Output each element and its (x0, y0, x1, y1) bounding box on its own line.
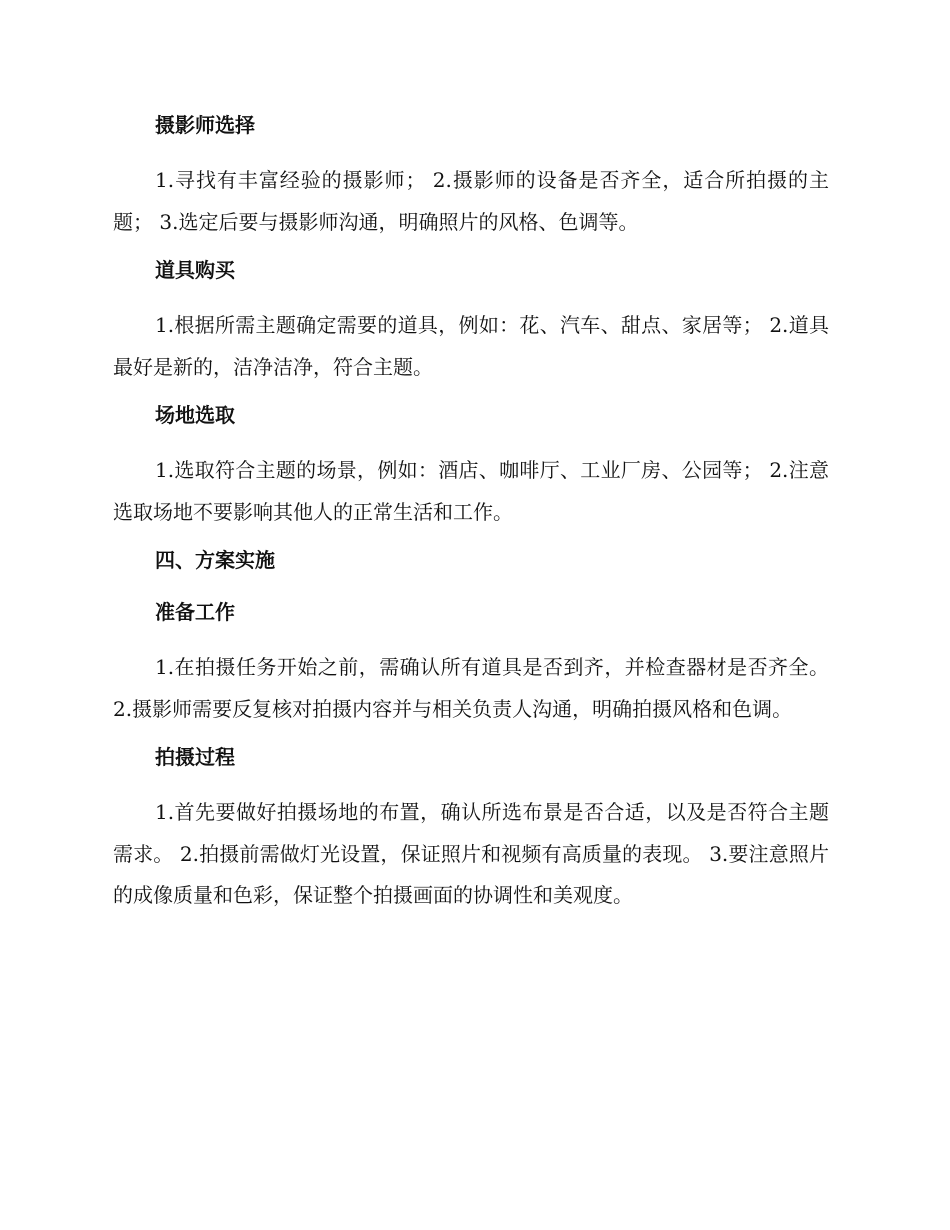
heading-shooting-process: 拍摄过程 (155, 745, 235, 769)
heading-preparation: 准备工作 (155, 600, 235, 624)
paragraph-props-purchase: 1.根据所需主题确定需要的道具，例如：花、汽车、甜点、家居等； 2.道具最好是新的，洁净洁净，符合主题。 (113, 313, 829, 379)
heading-props-purchase: 道具购买 (155, 258, 235, 282)
document-content (113, 108, 829, 917)
heading-venue-selection: 场地选取 (155, 403, 235, 427)
paragraph-venue-selection: 1.选取符合主题的场景，例如：酒店、咖啡厅、工业厂房、公园等； 2.注意选取场地不要影响其他人的正常生活和工作。 (113, 458, 829, 524)
heading-plan-implementation: 四、方案实施 (155, 548, 275, 572)
paragraph-preparation: 1.在拍摄任务开始之前，需确认所有道具是否到齐，并检查器材是否齐全。 2.摄影师需要反复核对拍摄内容并与相关负责人沟通，明确拍摄风格和色调。 (113, 655, 829, 721)
paragraph-photographer-selection: 1.寻找有丰富经验的摄影师； 2.摄影师的设备是否齐全，适合所拍摄的主题； 3.选定后要与摄影师沟通，明确照片的风格、色调等。 (113, 168, 829, 234)
paragraph-shooting-process: 1.首先要做好拍摄场地的布置，确认所选布景是否合适，以及是否符合主题需求。 2.拍摄前需做灯光设置，保证照片和视频有高质量的表现。 3.要注意照片的成像质量和色彩，保证整个拍摄画面的协调性和美观度。 (113, 800, 829, 907)
heading-photographer-selection: 摄影师选择 (155, 113, 255, 137)
